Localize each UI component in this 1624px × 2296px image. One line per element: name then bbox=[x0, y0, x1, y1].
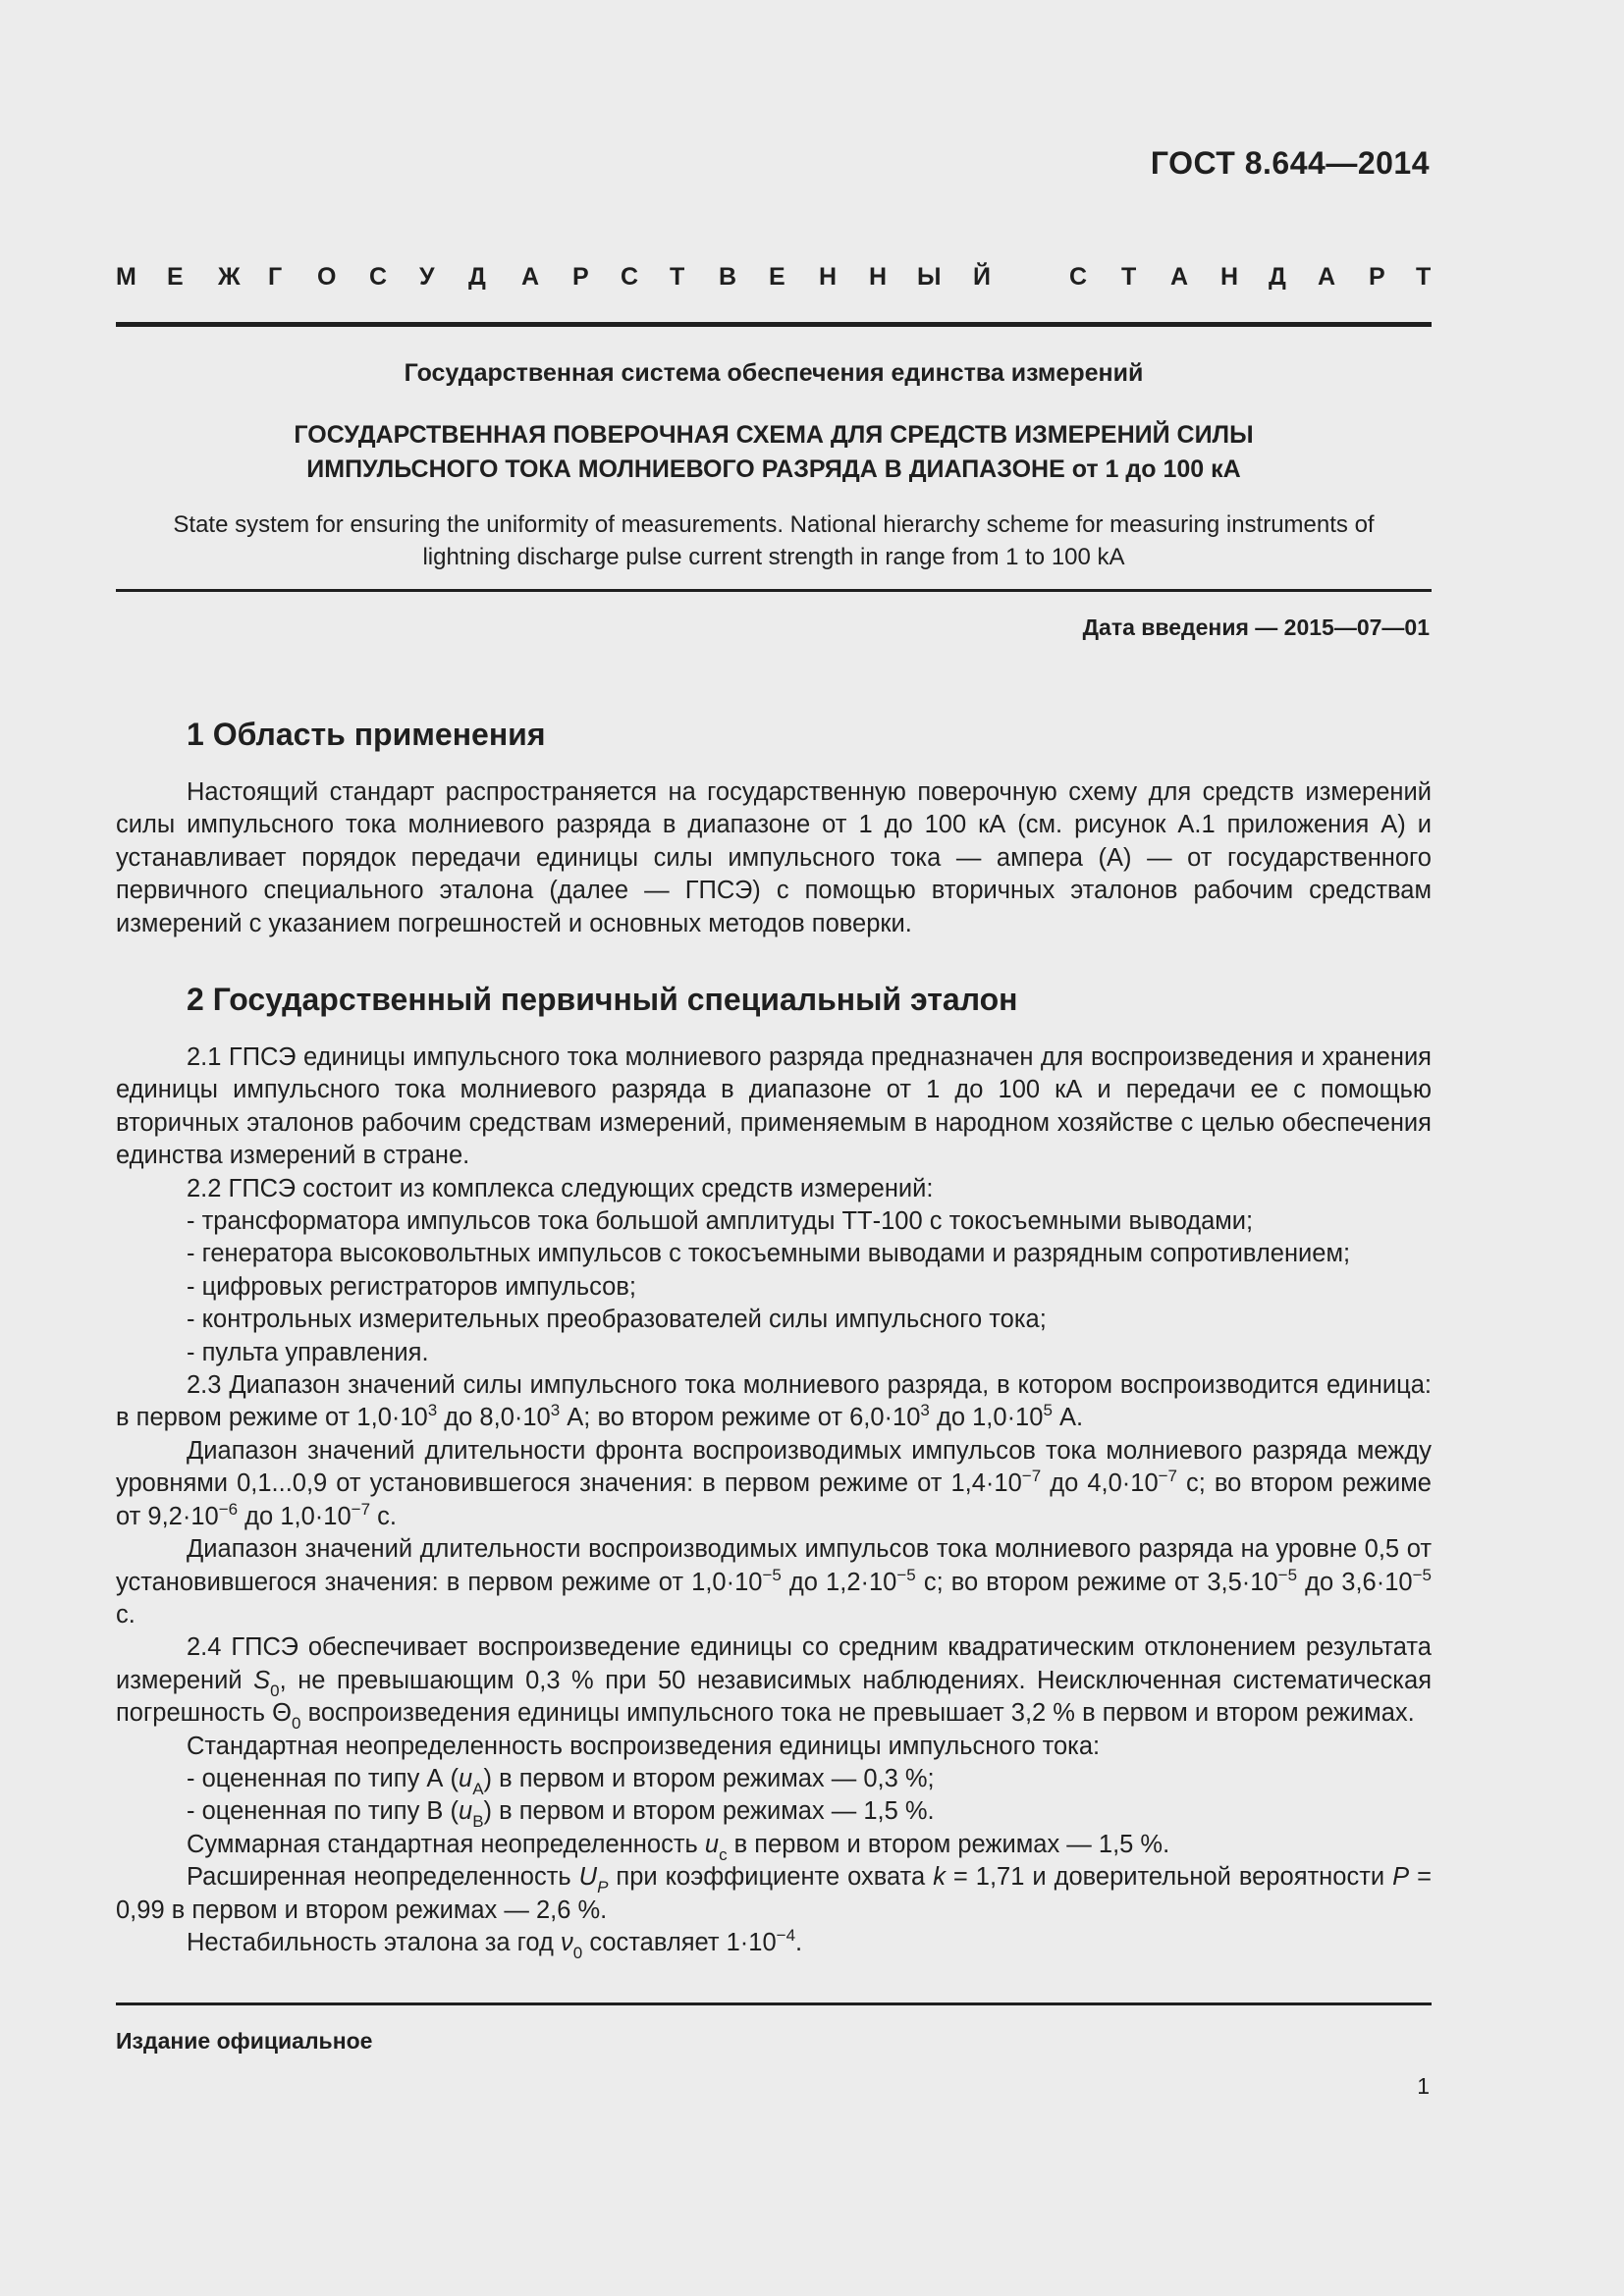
text-run: Расширенная неопределенность bbox=[187, 1863, 579, 1892]
paragraph-combined-uncertainty bbox=[116, 1829, 1432, 1864]
series-letter: Е bbox=[769, 263, 785, 291]
subscript: B bbox=[472, 1812, 484, 1832]
footer-rule bbox=[116, 2002, 1432, 2005]
text-run: до 1,0·10 bbox=[929, 1404, 1044, 1432]
text-run: до 3,6·10 bbox=[1297, 1568, 1413, 1596]
series-letter: О bbox=[317, 263, 337, 291]
text-run: до 8,0·10 bbox=[437, 1404, 551, 1432]
text-run: при коэффициенте охвата bbox=[608, 1863, 934, 1892]
symbol: P bbox=[1392, 1863, 1410, 1892]
paragraph-2-2: 2.2 ГПСЭ состоит из комплекса следующих средств измерений: bbox=[187, 1174, 934, 1202]
series-letter: Г bbox=[268, 263, 283, 291]
series-letter: У bbox=[419, 263, 435, 291]
symbol: u bbox=[704, 1830, 720, 1858]
paragraph-2-3 bbox=[116, 1369, 1432, 1435]
exponent: −6 bbox=[218, 1499, 239, 1519]
paragraph-instability bbox=[116, 1925, 1432, 1962]
text-run: с. bbox=[370, 1502, 397, 1530]
series-letter: Ы bbox=[917, 263, 942, 291]
text-run: . bbox=[795, 1928, 803, 1956]
document-code: ГОСТ 8.644—2014 bbox=[1150, 145, 1430, 181]
exponent: −4 bbox=[776, 1925, 796, 1945]
text-run: до 1,2·10 bbox=[781, 1568, 897, 1596]
main-title bbox=[116, 418, 1432, 487]
symbol: k bbox=[933, 1863, 946, 1892]
text-run: = 1,71 и доверительной вероятности bbox=[945, 1863, 1393, 1892]
series-letter: Е bbox=[167, 263, 184, 291]
list-item: - трансформатора импульсов тока большой амплитуды ТТ-100 с токосъемными выводами; bbox=[187, 1207, 1254, 1236]
list-item: - пульта управления. bbox=[187, 1338, 429, 1366]
series-letter: Д bbox=[1269, 263, 1286, 291]
text-run: - оцененная по типу А ( bbox=[187, 1764, 459, 1792]
text-run: до 4,0·10 bbox=[1041, 1469, 1159, 1498]
text-run: с; во втором режиме от 9,2·10 bbox=[116, 1469, 1432, 1530]
section-2-heading: 2 Государственный первичный специальный эталон bbox=[187, 982, 1018, 1017]
series-letter: Ж bbox=[218, 263, 241, 291]
section-1-body bbox=[116, 776, 1432, 940]
subscript: 0 bbox=[270, 1681, 280, 1700]
series-letter: А bbox=[521, 263, 540, 291]
series-letter: Т bbox=[1121, 263, 1137, 291]
series-letter: С bbox=[1069, 263, 1088, 291]
text-run: - оцененная по типу В ( bbox=[187, 1797, 459, 1826]
exponent: −7 bbox=[1158, 1467, 1178, 1486]
section-2-body bbox=[116, 1041, 1432, 1962]
paragraph-pulse-duration bbox=[116, 1533, 1432, 1631]
exponent: −7 bbox=[1021, 1467, 1042, 1486]
list-item bbox=[116, 1763, 1432, 1798]
list-item: - генератора высоковольтных импульсов с токосъемными выводами и разрядным сопротивлением; bbox=[187, 1240, 1351, 1268]
list-item: - контрольных измерительных преобразователей силы импульсного тока; bbox=[187, 1306, 1047, 1334]
symbol: u bbox=[459, 1797, 473, 1826]
text-run: ) в первом и втором режимах — 0,3 %; bbox=[483, 1764, 935, 1792]
series-letter: Н bbox=[869, 263, 888, 291]
series-letter: Т bbox=[670, 263, 685, 291]
text-run: воспроизведения единицы импульсного тока не превышает 3,2 % в первом и втором режимах. bbox=[300, 1699, 1415, 1728]
paragraph-2-4 bbox=[116, 1631, 1432, 1734]
series-letter: Т bbox=[1416, 263, 1432, 291]
series-letter: Д bbox=[468, 263, 486, 291]
exponent: 3 bbox=[920, 1401, 930, 1420]
exponent: 3 bbox=[427, 1401, 438, 1420]
list-item bbox=[116, 1795, 1432, 1832]
text-run: составляет 1·10 bbox=[582, 1928, 777, 1956]
exponent: −5 bbox=[1277, 1565, 1298, 1584]
introduction-date: Дата введения — 2015—07—01 bbox=[1082, 614, 1430, 640]
series-letter: Й bbox=[973, 263, 991, 291]
english-title bbox=[116, 508, 1432, 573]
series-letter: М bbox=[116, 263, 136, 291]
text-run: 2.3 Диапазон значений силы импульсного тока молниевого разряда, в котором воспроизводится единица: в первом режиме от 1,0·10 bbox=[116, 1371, 1432, 1432]
text-run: Нестабильность эталона за год bbox=[187, 1928, 562, 1956]
series-letter: А bbox=[1318, 263, 1336, 291]
text-run: ) в первом и втором режимах — 1,5 %. bbox=[483, 1797, 935, 1826]
main-title-line: ГОСУДАРСТВЕННАЯ ПОВЕРОЧНАЯ СХЕМА ДЛЯ СРЕДСТВ ИЗМЕРЕНИЙ СИЛЫ bbox=[294, 421, 1254, 449]
exponent: −5 bbox=[1412, 1565, 1432, 1584]
paragraph-expanded-uncertainty bbox=[116, 1861, 1432, 1927]
subscript: P bbox=[597, 1878, 609, 1897]
exponent: −5 bbox=[896, 1565, 916, 1584]
exponent: 3 bbox=[550, 1401, 561, 1420]
system-title: Государственная система обеспечения единства измерений bbox=[404, 359, 1144, 387]
subscript: 0 bbox=[292, 1714, 301, 1734]
main-title-line: ИМПУЛЬСНОГО ТОКА МОЛНИЕВОГО РАЗРЯДА В ДИАПАЗОНЕ от 1 до 100 кА bbox=[306, 455, 1241, 483]
list-item: - цифровых регистраторов импульсов; bbox=[187, 1272, 636, 1301]
symbol: S bbox=[253, 1666, 271, 1694]
page-number: 1 bbox=[1417, 2073, 1430, 2099]
text-run: в первом и втором режимах — 1,5 %. bbox=[727, 1830, 1170, 1858]
subscript: c bbox=[719, 1844, 728, 1864]
text-run: = 0,99 в первом и втором режимах — 2,6 %. bbox=[116, 1863, 1432, 1924]
series-letter: Н bbox=[819, 263, 838, 291]
subscript: 0 bbox=[572, 1943, 583, 1962]
paragraph-front-duration bbox=[116, 1435, 1432, 1533]
text-run: , не превышающим 0,3 % при 50 независимых наблюдениях. Неисключенная систематическая погрешность Θ bbox=[116, 1666, 1432, 1728]
title-rule bbox=[116, 589, 1432, 592]
series-letter: Н bbox=[1220, 263, 1239, 291]
series-letter: С bbox=[369, 263, 388, 291]
text-run: А; во втором режиме от 6,0·10 bbox=[560, 1404, 921, 1432]
edition-label: Издание официальное bbox=[116, 2028, 373, 2054]
section-1-heading: 1 Область применения bbox=[187, 717, 546, 752]
series-letter: В bbox=[719, 263, 737, 291]
text-run: А. bbox=[1052, 1404, 1084, 1432]
symbol: U bbox=[578, 1863, 598, 1892]
symbol: ν bbox=[561, 1928, 573, 1956]
text-run: с; во втором режиме от 3,5·10 bbox=[915, 1568, 1278, 1596]
subscript: A bbox=[472, 1779, 484, 1798]
text-run: Диапазон значений длительности фронта воспроизводимых импульсов тока молниевого разряда между уровнями 0,1...0,9 от установившегося значения: в первом режиме от 1,4·10 bbox=[116, 1436, 1432, 1498]
series-letter: Р bbox=[572, 263, 589, 291]
symbol: u bbox=[459, 1764, 473, 1792]
text-run: 2.4 ГПСЭ обеспечивает воспроизведение единицы со средним квадратическим отклонением результата измерений bbox=[116, 1633, 1432, 1694]
english-title-line: State system for ensuring the uniformity of measurements. National hierarchy scheme for measuring instruments of bbox=[173, 511, 1375, 538]
english-title-line: lightning discharge pulse current strength in range from 1 to 100 kA bbox=[422, 544, 1125, 570]
exponent: −7 bbox=[351, 1499, 371, 1519]
text-run: Диапазон значений длительности воспроизводимых импульсов тока молниевого разряда на уровне 0,5 от установившегося значения: в первом режиме от 1,0·10 bbox=[116, 1535, 1432, 1596]
paragraph-2-1: 2.1 ГПСЭ единицы импульсного тока молниевого разряда предназначен для воспроизведения и хранения единицы импульсного тока молниевого разряда в диапазоне от 1 до 100 кА и передачи ее с помощью вторичных эталонов рабочим средствам измерений, применяемым в народном хозяйстве с целью обеспечения единства измерений в стране. bbox=[116, 1043, 1432, 1170]
exponent: −5 bbox=[762, 1565, 782, 1584]
series-letter: С bbox=[621, 263, 639, 291]
series-letter: Р bbox=[1369, 263, 1385, 291]
exponent: 5 bbox=[1043, 1401, 1053, 1420]
series-letter: А bbox=[1170, 263, 1189, 291]
text-run: с. bbox=[116, 1600, 135, 1629]
paragraph-uncertainty: Стандартная неопределенность воспроизведения единицы импульсного тока: bbox=[187, 1732, 1101, 1760]
text-run: до 1,0·10 bbox=[238, 1502, 352, 1530]
top-rule bbox=[116, 322, 1432, 327]
text-run: Суммарная стандартная неопределенность bbox=[187, 1830, 705, 1858]
paragraph: Настоящий стандарт распространяется на государственную поверочную схему для средств измерений силы импульсного тока молниевого разряда в диапазоне от 1 до 100 кА (см. рисунок А.1 приложения А) и устанавливает порядок передачи единицы силы импульсного тока — ампера (А) — от государственного первичного специального эталона (далее — ГПСЭ) с помощью вторичных эталонов рабочим средствам измерений с указанием погрешностей и основных методов поверки. bbox=[116, 778, 1432, 937]
